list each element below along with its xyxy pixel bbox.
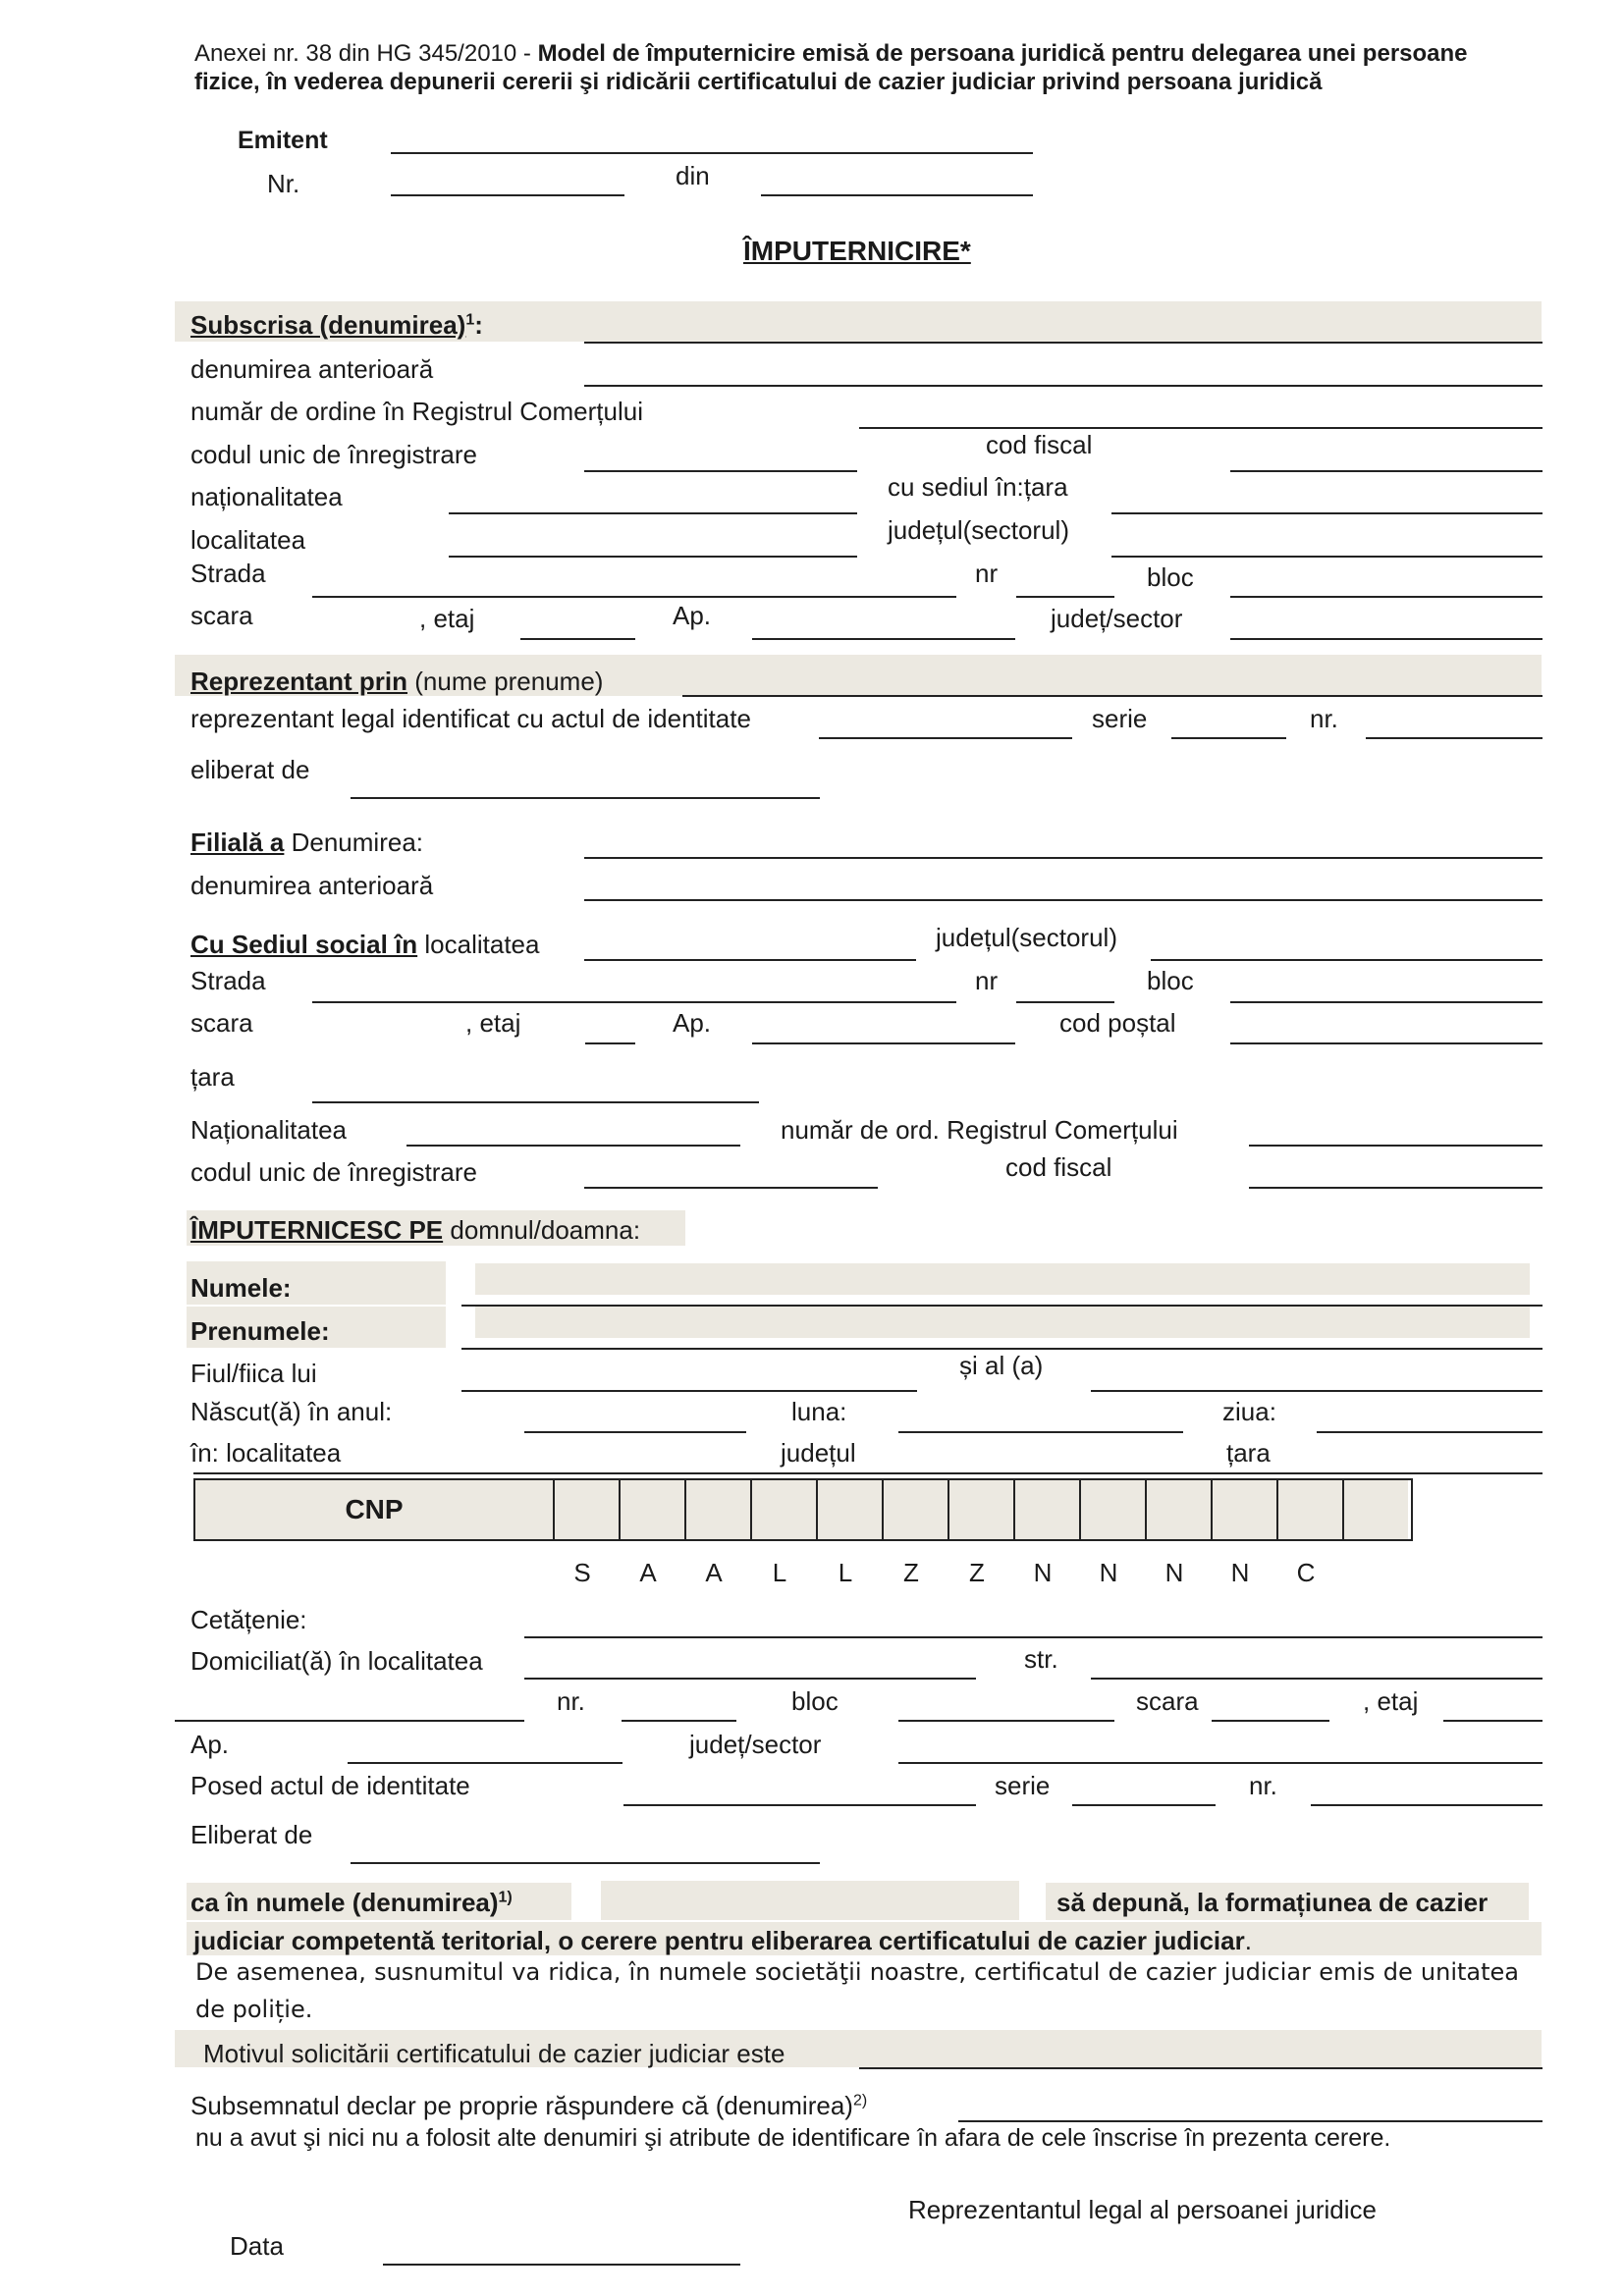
filiala-heading-rest: Denumirea: [284,828,424,857]
cnp-digit-2[interactable] [621,1480,686,1539]
header-title-1: Model de împuternicire emisă de persoana juridică pentru delegarea unei persoane [537,40,1468,67]
sediu-judetul-field[interactable] [1151,959,1543,961]
subscrisa-judetul-field[interactable] [1111,556,1543,558]
subscrisa-etaj-label: , etaj [419,604,475,633]
sediu-bloc-label: bloc [1147,966,1194,995]
dom-etaj-label: , etaj [1363,1686,1419,1716]
emitent-label: Emitent [238,127,328,154]
sediu-cod-fiscal-label: cod fiscal [1005,1152,1112,1182]
imputernicesc-heading-text: ÎMPUTERNICESC PE [190,1215,444,1245]
posed-nr-label: nr. [1249,1771,1277,1800]
in-judetul-label: județul [781,1438,856,1468]
prenumele-field[interactable] [461,1348,1543,1350]
imp-eliberat-label: Eliberat de [190,1820,313,1849]
emitent-nr-label: Nr. [267,169,300,198]
filiala-denumirea-field[interactable] [584,857,1543,859]
filiala-heading-text: Filială a [190,828,285,857]
de-asemenea-text: De asemenea, susnumitul va ridica, în numele societăţii noastre, certificatul de cazier judiciar emis de unitatea de poliție. [195,1958,1519,2023]
cetatenie-field[interactable] [524,1636,1543,1638]
sediu-cod-postal-field[interactable] [1230,1042,1543,1044]
subscrisa-denumirea-anterioara-label: denumirea anterioară [190,354,434,384]
sediu-bloc-field[interactable] [1230,1001,1543,1003]
imp-eliberat-field[interactable] [351,1862,820,1864]
dom-scara-field[interactable] [1212,1720,1329,1722]
cnp-letter: S [573,1558,591,1587]
sediu-heading [190,932,539,957]
sediu-localitatea-field[interactable] [584,959,916,961]
subscrisa-nr-field[interactable] [1016,596,1114,598]
subscrisa-localitatea-label: localitatea [190,525,306,555]
sediu-cod-postal-label: cod poștal [1059,1008,1176,1038]
cnp-letter: L [838,1558,853,1587]
imputernicesc-heading [190,1217,640,1243]
cnp-letter: N [1099,1558,1118,1587]
data-label: Data [230,2231,284,2261]
sediu-etaj-field[interactable] [585,1042,635,1044]
prenumele-label: Prenumele: [190,1316,330,1346]
subscrisa-judet-sector-field[interactable] [1230,638,1543,640]
header-title-2: fizice, în vederea depunerii cererii şi ridicării certificatului de cazier judiciar privind persoana juridică [194,69,1323,95]
cnp-digit-1[interactable] [555,1480,621,1539]
subscrisa-cui-field[interactable] [584,470,857,472]
dom-nr-field[interactable] [622,1720,736,1722]
luna-field[interactable] [898,1431,1183,1433]
subscrisa-heading [190,312,483,338]
emitent-date-field[interactable] [761,194,1033,196]
si-al-field[interactable] [1091,1390,1543,1392]
reprezentant-heading-text: Reprezentant prin [190,667,408,696]
dom-nr-label: nr. [557,1686,585,1716]
cnp-digit-11[interactable] [1213,1480,1278,1539]
numele-field-shade [475,1263,1530,1295]
reprezentant-heading [190,668,603,694]
sediu-ap-field[interactable] [752,1042,1015,1044]
str-field[interactable] [1091,1678,1543,1680]
si-al-label: și al (a) [959,1351,1044,1380]
domiciliat-label: Domiciliat(ă) în localitatea [190,1646,483,1676]
in-tara-label: țara [1226,1438,1271,1468]
dom-bloc-field[interactable] [898,1720,1114,1722]
cnp-letter: N [1164,1558,1184,1587]
nascut-label: Născut(ă) în anul: [190,1397,393,1426]
cnp-label: CNP [195,1480,555,1539]
subscrisa-etaj-field[interactable] [520,638,635,640]
footnote-1-marker: 1 [465,311,475,329]
imputernicesc-heading-rest: domnul/doamna: [443,1215,641,1245]
prenumele-field-shade [475,1307,1530,1338]
subscrisa-nr-ordine-label: număr de ordine în Registrul Comerțului [190,397,643,426]
cnp-letter: Z [903,1558,919,1587]
sediu-cui-field[interactable] [584,1187,878,1189]
cnp-digit-8[interactable] [1015,1480,1081,1539]
footnote-1-ref: 1) [498,1889,513,1906]
subscrisa-bloc-label: bloc [1147,562,1194,592]
subsemnatul-label [190,2093,867,2118]
judiciar-dot: . [1244,1926,1252,1955]
reprezentant-serie-field[interactable] [1171,737,1286,739]
motivul-field[interactable] [859,2067,1543,2069]
header-prefix: Anexei nr. 38 din HG 345/2010 - [194,40,538,67]
subscrisa-ap-field[interactable] [752,638,1015,640]
cetatenie-label: Cetățenie: [190,1605,307,1634]
sediu-scara-label: scara [190,1008,253,1038]
sediu-nr-ord-label: număr de ord. Registrul Comerțului [781,1115,1178,1145]
emitent-field[interactable] [391,152,1033,154]
dom-judet-sector-field[interactable] [898,1762,1543,1764]
cnp-letter: L [772,1558,787,1587]
fiul-field[interactable] [461,1390,917,1392]
subscrisa-strada-field[interactable] [312,596,956,598]
ziua-label: ziua: [1222,1397,1276,1426]
fiul-label: Fiul/fiica lui [190,1359,317,1388]
sediu-etaj-label: , etaj [465,1008,521,1038]
subscrisa-denumirea-anterioara-field[interactable] [584,385,1543,387]
subscrisa-sediul-tara-label: cu sediul în:țara [888,472,1068,502]
cnp-letter: N [1230,1558,1250,1587]
cnp-letter: C [1296,1558,1316,1587]
dom-etaj-field[interactable] [1443,1720,1543,1722]
sa-depuna-text: să depună, la formațiunea de cazier [1056,1888,1489,1917]
sediu-nationalitatea-field[interactable] [406,1145,740,1147]
subscrisa-nationalitatea-field[interactable] [449,512,857,514]
reprezentant-eliberat-label: eliberat de [190,755,310,784]
subscrisa-nr-label: nr [975,559,999,588]
subscrisa-colon: : [474,310,483,340]
sediu-strada-field[interactable] [312,1001,956,1003]
reprezentant-heading-rest: (nume prenume) [407,667,604,696]
header-line-1 [194,42,1468,66]
nascut-an-field[interactable] [524,1431,746,1433]
data-field[interactable] [383,2264,740,2266]
filiala-denumirea-anterioara-field[interactable] [584,899,1543,901]
sediu-heading-rest: localitatea [417,930,540,959]
subscrisa-ap-label: Ap. [673,601,712,630]
subscrisa-scara-label: scara [190,601,253,630]
reprezentant-act-field[interactable] [819,737,1072,739]
reprezentant-serie-label: serie [1092,704,1148,733]
cnp-digit-9[interactable] [1081,1480,1147,1539]
sediu-nr-ord-field[interactable] [1249,1145,1543,1147]
subscrisa-name-field[interactable] [584,342,1543,344]
cnp-letter: N [1033,1558,1053,1587]
subscrisa-strada-label: Strada [190,559,266,588]
str-label: str. [1024,1644,1058,1674]
judiciar-text: judiciar competentă teritorial, o cerere pentru eliberarea certificatului de cazier judiciar [193,1926,1245,1955]
in-localitatea-label: în: localitatea [190,1438,342,1468]
cnp-digit-13[interactable] [1344,1480,1408,1539]
sediu-strada-label: Strada [190,966,266,995]
dom-ap-field[interactable] [348,1762,623,1764]
luna-label: luna: [791,1397,847,1426]
posed-serie-field[interactable] [1072,1804,1216,1806]
numele-label: Numele: [190,1273,292,1303]
domiciliat-field[interactable] [524,1678,976,1680]
cnp-digit-7[interactable] [949,1480,1015,1539]
reprezentant-name-field[interactable] [682,695,1543,697]
subscrisa-localitatea-field[interactable] [449,556,857,558]
reprezentant-act-label: reprezentant legal identificat cu actul de identitate [190,704,751,733]
subscrisa-heading-text: Subscrisa (denumirea) [190,310,466,340]
dom-ap-label: Ap. [190,1730,230,1759]
domiciliu-field-cont[interactable] [175,1720,524,1722]
subsemnatul-text: Subsemnatul declar pe proprie răspundere că (denumirea) [190,2091,853,2120]
declaratie-text: nu a avut şi nici nu a folosit alte denumiri şi atribute de identificare în afara de cele înscrise în prezenta cerere. [195,2124,1391,2152]
sediu-nr-label: nr [975,966,999,995]
filiala-denumirea-anterioara-label: denumirea anterioară [190,871,434,900]
sediu-nationalitatea-label: Naționalitatea [190,1115,347,1145]
cnp-letter: A [705,1558,723,1587]
footnote-2-ref: 2) [852,2092,868,2109]
sediu-cod-fiscal-field[interactable] [1249,1187,1543,1189]
cnp-digit-6[interactable] [884,1480,949,1539]
sediu-cui-label: codul unic de înregistrare [190,1157,477,1187]
sediu-ap-label: Ap. [673,1008,712,1038]
ziua-field[interactable] [1317,1431,1543,1433]
sediu-heading-text: Cu Sediul social în [190,930,418,959]
emitent-din-label: din [676,161,710,190]
cnp-digit-5[interactable] [818,1480,884,1539]
reprezentant-nr-label: nr. [1310,704,1338,733]
sediu-judetul-label: județul(sectorul) [936,923,1117,952]
subscrisa-nr-ordine-field[interactable] [859,427,1543,429]
reprezentant-eliberat-field[interactable] [351,797,820,799]
posed-act-label: Posed actul de identitate [190,1771,470,1800]
motivul-label: Motivul solicitării certificatului de cazier judiciar este [203,2039,785,2068]
subscrisa-nationalitatea-label: naționalitatea [190,482,343,511]
cnp-digit-12[interactable] [1278,1480,1344,1539]
cnp-digit-3[interactable] [686,1480,752,1539]
judiciar-line [193,1928,1252,1953]
posed-serie-label: serie [995,1771,1051,1800]
subscrisa-cod-fiscal-label: cod fiscal [986,430,1093,459]
ca-in-numele-field[interactable] [601,1881,1019,1920]
cnp-letter: A [639,1558,657,1587]
ca-in-numele-label [190,1890,513,1915]
reprezentant-nr-field[interactable] [1366,737,1543,739]
posed-act-field[interactable] [623,1804,976,1806]
dom-judet-sector-label: județ/sector [689,1730,822,1759]
posed-nr-field[interactable] [1311,1804,1543,1806]
sediu-tara-field[interactable] [312,1101,759,1103]
dom-scara-label: scara [1136,1686,1199,1716]
reprezentantul-legal-label: Reprezentantul legal al persoanei juridice [908,2195,1377,2224]
sediu-tara-label: țara [190,1062,235,1092]
cnp-digit-4[interactable] [752,1480,818,1539]
ca-in-numele-text: ca în numele (denumirea) [190,1888,499,1917]
subscrisa-bloc-field[interactable] [1230,596,1543,598]
cnp-letter: Z [969,1558,985,1587]
sediu-nr-field[interactable] [1016,1001,1114,1003]
emitent-nr-field[interactable] [391,194,624,196]
subscrisa-judet-sector-label: județ/sector [1051,604,1183,633]
subscrisa-cui-label: codul unic de înregistrare [190,440,477,469]
subscrisa-cod-fiscal-field[interactable] [1230,470,1543,472]
subscrisa-sediul-tara-field[interactable] [1111,512,1543,514]
nastere-loc-field[interactable] [193,1472,1543,1474]
cnp-grid [193,1478,1413,1541]
dom-bloc-label: bloc [791,1686,839,1716]
cnp-digit-10[interactable] [1147,1480,1213,1539]
document-title: ÎMPUTERNICIRE* [743,236,971,266]
filiala-heading [190,829,423,855]
subscrisa-judetul-label: județul(sectorul) [888,515,1069,545]
